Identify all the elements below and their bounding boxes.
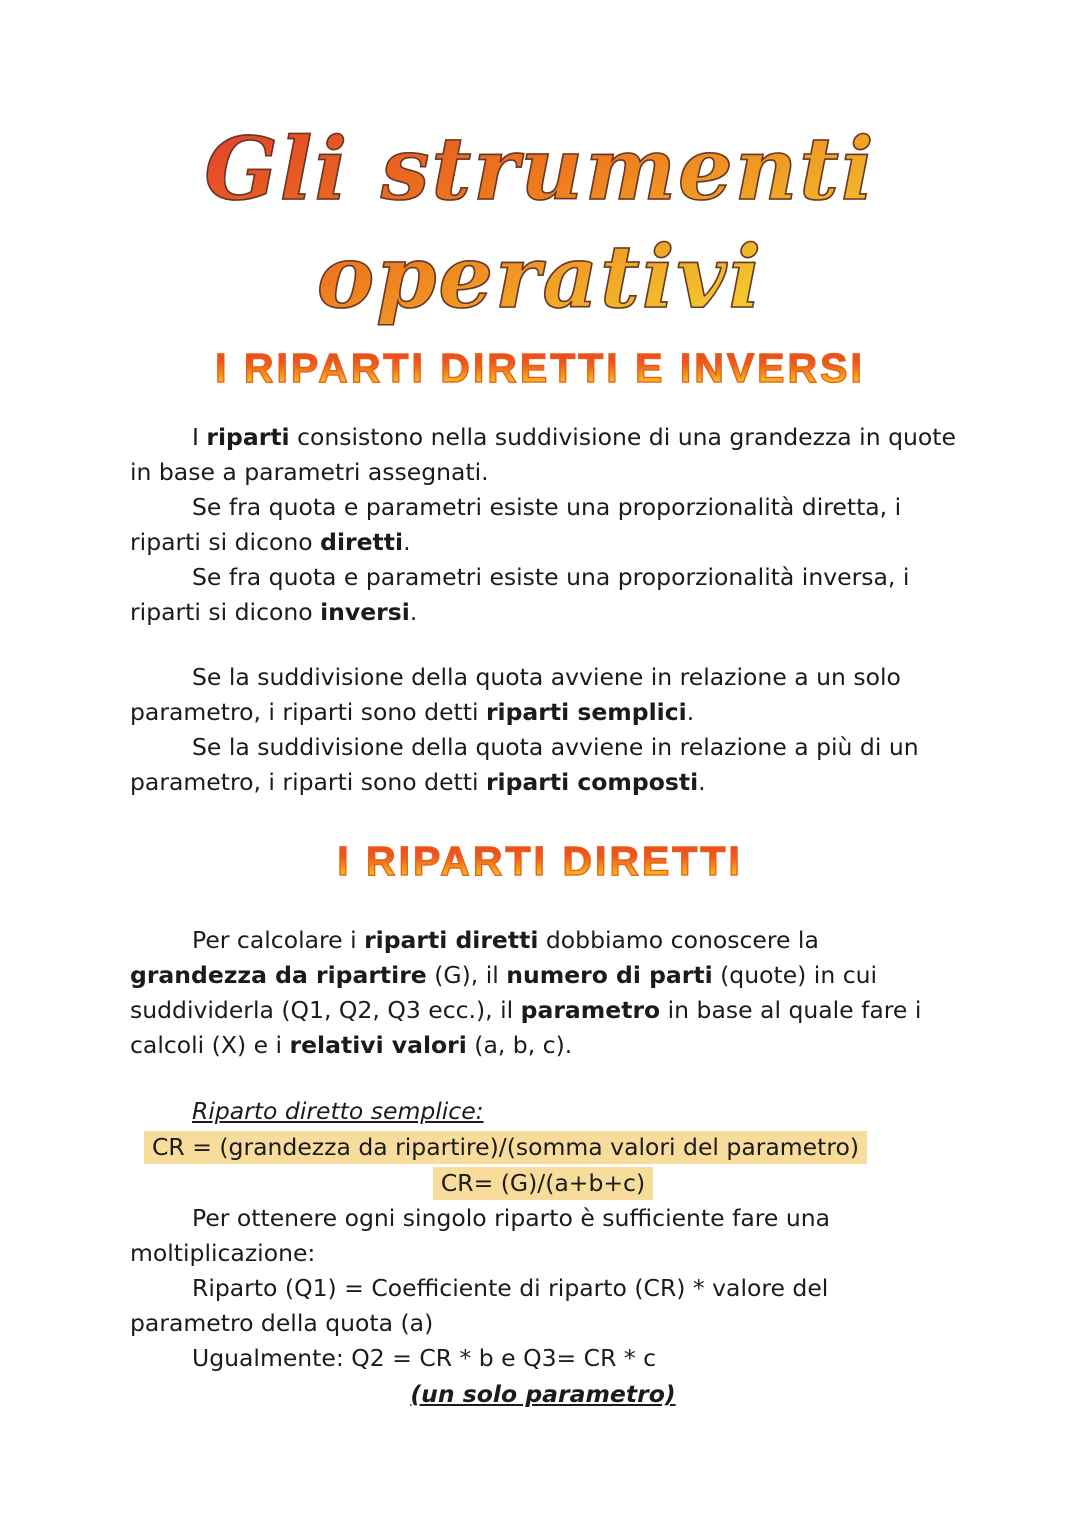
text: . bbox=[403, 528, 411, 557]
text: Per ottenere ogni singolo riparto è sufficiente fare una moltiplicazione: bbox=[130, 1204, 831, 1268]
text: . bbox=[686, 698, 695, 727]
section-heading-riparti-diretti: I RIPARTI DIRETTI bbox=[0, 838, 1080, 885]
formula-label-text: Riparto diretto semplice: bbox=[192, 1097, 484, 1126]
formula-cr-general bbox=[130, 1129, 956, 1165]
text: (G), il bbox=[426, 961, 507, 990]
paragraph bbox=[130, 730, 956, 800]
formula-cr-short bbox=[130, 1165, 956, 1201]
bold-text: inversi bbox=[320, 598, 410, 627]
formula-cr-short-text: CR= (G)/(a+b+c) bbox=[433, 1167, 653, 1200]
section-heading-riparti-diretti-e-inversi: I RIPARTI DIRETTI E INVERSI bbox=[0, 345, 1080, 392]
paragraph bbox=[130, 490, 956, 560]
text: Se fra quota e parametri esiste una proporzionalità diretta, i riparti si dicono bbox=[130, 493, 902, 557]
text: dobbiamo conoscere la bbox=[538, 926, 819, 955]
text: (quote) in cui suddividerla (Q1, Q2, Q3 ecc.), il bbox=[130, 961, 878, 1025]
text: in base al quale fare i calcoli (X) e i bbox=[130, 996, 922, 1060]
text: I bbox=[192, 423, 207, 452]
text: Se la suddivisione della quota avviene in relazione a più di un parametro, i riparti sono detti bbox=[130, 733, 919, 797]
text: consistono nella suddivisione di una grandezza in quote in base a parametri assegnati. bbox=[130, 423, 956, 487]
definition-paragraphs bbox=[130, 660, 956, 800]
text: Se la suddivisione della quota avviene in relazione a un solo parametro, i riparti sono detti bbox=[130, 663, 901, 727]
text: Ugualmente: Q2 = CR * b e Q3= CR * c bbox=[192, 1344, 657, 1373]
bold-text: riparti bbox=[206, 423, 290, 452]
intro-paragraphs bbox=[130, 420, 956, 630]
paragraph bbox=[130, 420, 956, 490]
bold-text: numero di parti bbox=[506, 961, 713, 990]
paragraph bbox=[130, 660, 956, 730]
bold-text: riparti semplici bbox=[485, 698, 687, 727]
formula-block bbox=[130, 1093, 956, 1201]
calc-paragraphs bbox=[130, 1201, 956, 1376]
text: Se fra quota e parametri esiste una proporzionalità inversa, i riparti si dicono bbox=[130, 563, 910, 627]
text: . bbox=[698, 768, 706, 797]
direct-paragraphs bbox=[130, 923, 956, 1063]
bold-text: riparti diretti bbox=[364, 926, 539, 955]
paragraph bbox=[130, 560, 956, 630]
text: Per calcolare i bbox=[192, 926, 365, 955]
paragraph bbox=[130, 923, 956, 1063]
paragraph bbox=[130, 1201, 956, 1271]
bold-text: relativi valori bbox=[289, 1031, 467, 1060]
text: Riparto (Q1) = Coefficiente di riparto (CR) * valore del parametro della quota (a) bbox=[130, 1274, 829, 1338]
paragraph bbox=[130, 1341, 956, 1376]
bold-text: grandezza da ripartire bbox=[130, 961, 427, 990]
bold-text: parametro bbox=[520, 996, 661, 1025]
bold-text: riparti composti bbox=[485, 768, 699, 797]
page-title: Gli strumenti operativi bbox=[0, 116, 1080, 331]
paragraph bbox=[130, 1271, 956, 1341]
text: (a, b, c). bbox=[466, 1031, 573, 1060]
footnote-text: (un solo parametro) bbox=[410, 1380, 676, 1409]
text: . bbox=[409, 598, 418, 627]
footnote bbox=[130, 1376, 956, 1412]
bold-text: diretti bbox=[320, 528, 404, 557]
formula-label bbox=[130, 1093, 956, 1129]
formula-cr-general-text: CR = (grandezza da ripartire)/(somma valori del parametro) bbox=[144, 1131, 867, 1164]
